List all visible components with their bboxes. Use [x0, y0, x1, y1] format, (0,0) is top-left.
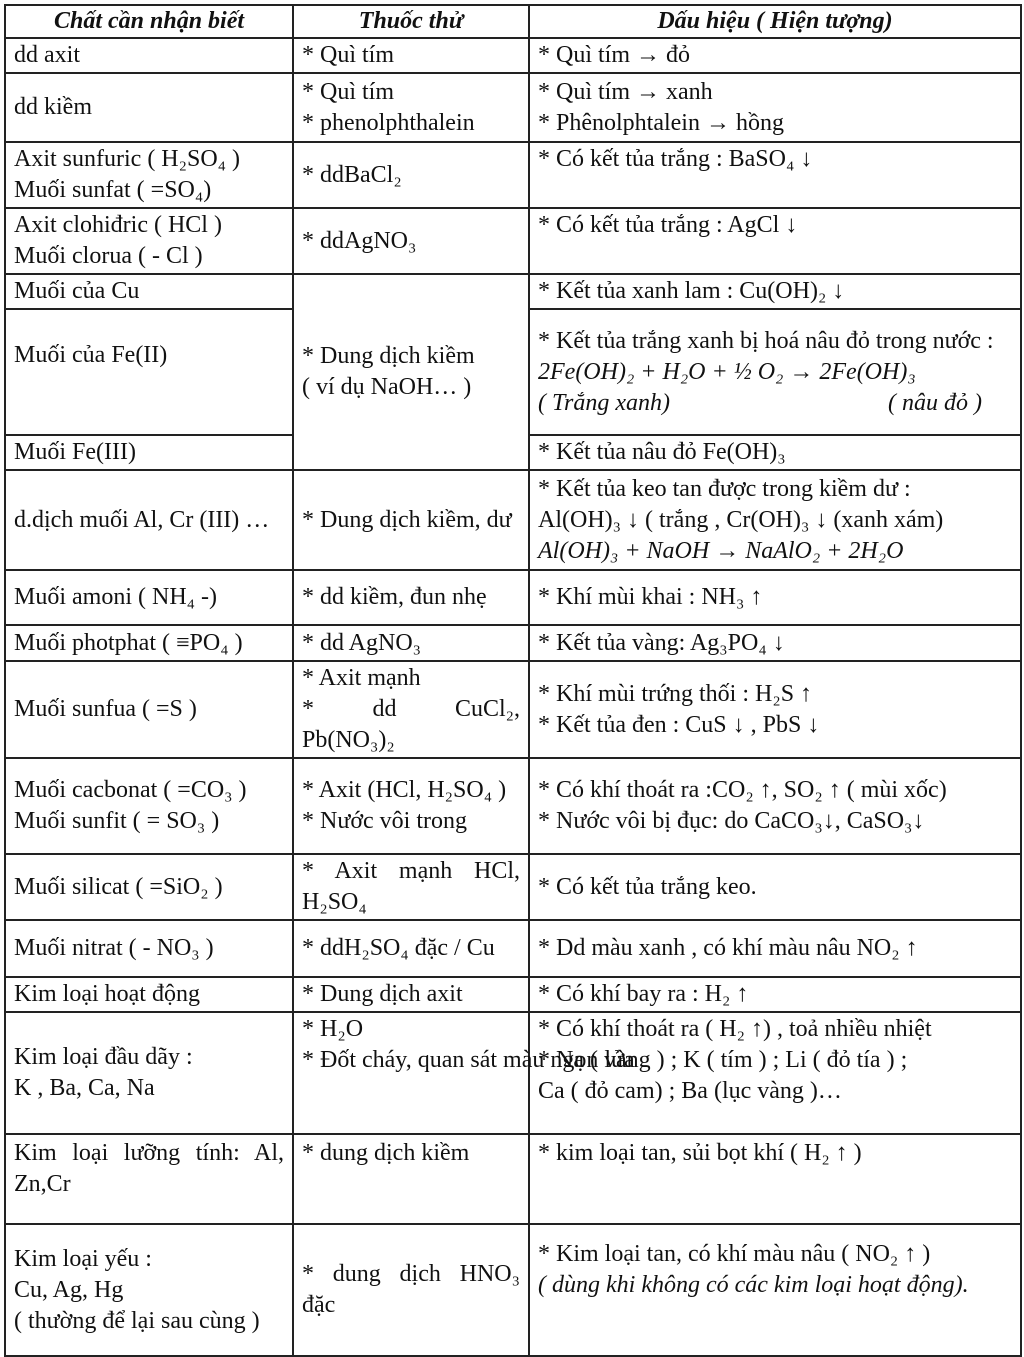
substance-cell: dd kiềm: [5, 73, 293, 142]
header-substance: Chất cần nhận biết: [5, 5, 293, 38]
sign-cell: * Kết tủa keo tan được trong kiềm dư : Al(OH)₃ ↓ ( trắng , Cr(OH)₃ ↓ (xanh xám) Al(OH)₃ + NaOH → NaAlO₂ + 2H₂O: [529, 470, 1021, 570]
substance-cell: Muối cacbonat ( =CO₃ ) Muối sunfit ( = SO₃ ): [5, 758, 293, 854]
sign-cell: * Kết tủa nâu đỏ Fe(OH)₃: [529, 435, 1021, 470]
reagent-cell: * dd AgNO₃: [293, 625, 529, 661]
sign-cell: * Có khí bay ra : H₂ ↑: [529, 977, 1021, 1012]
substance-cell: Axit clohiđric ( HCl ) Muối clorua ( - Cl ): [5, 208, 293, 274]
header-reagent: Thuốc thử: [293, 5, 529, 38]
header-row: [5, 5, 1021, 38]
reagent-cell: * Dung dịch axit: [293, 977, 529, 1012]
table-row: [5, 854, 1021, 920]
table-row: [5, 625, 1021, 661]
substance-cell: Muối của Cu: [5, 274, 293, 309]
substance-cell: Axit sunfuric ( H₂SO₄ ) Muối sunfat ( =SO₄): [5, 142, 293, 208]
page: [4, 4, 1020, 1340]
table-row: [5, 73, 1021, 142]
table-row: [5, 758, 1021, 854]
reagent-cell: * Axit mạnh * dd CuCl₂, Pb(NO₃)₂: [293, 661, 529, 758]
substance-cell: Muối sunfua ( =S ): [5, 661, 293, 758]
sign-cell: * Quì tím → xanh * Phênolphtalein → hồng: [529, 73, 1021, 142]
reagent-table: [4, 4, 1022, 1357]
table-row: [5, 470, 1021, 570]
substance-cell: Muối Fe(III): [5, 435, 293, 470]
sign-cell: * Có kết tủa trắng : AgCl ↓: [529, 208, 1021, 274]
sign-cell: * Kết tủa trắng xanh bị hoá nâu đỏ trong nước : 2Fe(OH)₂ + H₂O + ½ O₂ → 2Fe(OH)₃ ( Trắng xanh) ( nâu đỏ ): [529, 309, 1021, 435]
reagent-cell: * Quì tím * phenolphthalein: [293, 73, 529, 142]
sign-cell: * Quì tím → đỏ: [529, 38, 1021, 73]
sign-cell: * Kết tủa vàng: Ag₃PO₄ ↓: [529, 625, 1021, 661]
sign-cell: * Khí mùi trứng thối : H₂S ↑ * Kết tủa đen : CuS ↓ , PbS ↓: [529, 661, 1021, 758]
sign-cell: * Khí mùi khai : NH₃ ↑: [529, 570, 1021, 625]
table-row: [5, 1012, 1021, 1134]
reagent-cell: * ddAgNO₃: [293, 208, 529, 274]
reagent-cell: * dung dịch HNO₃ đặc: [293, 1224, 529, 1356]
table-row: [5, 142, 1021, 208]
reagent-cell: * Axit (HCl, H₂SO₄ ) * Nước vôi trong: [293, 758, 529, 854]
table-row: [5, 920, 1021, 977]
reagent-cell: * Dung dịch kiềm, dư: [293, 470, 529, 570]
reagent-cell: * Axit mạnh HCl, H₂SO₄: [293, 854, 529, 920]
substance-cell: Muối nitrat ( - NO₃ ): [5, 920, 293, 977]
reagent-cell-merged: * Dung dịch kiềm ( ví dụ NaOH… ): [293, 274, 529, 470]
reagent-cell: * H₂O * Đốt cháy, quan sát màu ngọn lửa: [293, 1012, 529, 1134]
sign-cell: * kim loại tan, sủi bọt khí ( H₂ ↑ ): [529, 1134, 1021, 1224]
substance-cell: Kim loại yếu : Cu, Ag, Hg ( thường để lại sau cùng ): [5, 1224, 293, 1356]
table-row: [5, 38, 1021, 73]
table-row: [5, 1224, 1021, 1356]
substance-cell: Muối silicat ( =SiO₂ ): [5, 854, 293, 920]
reagent-cell: * ddBaCl₂: [293, 142, 529, 208]
sign-cell: * Kết tủa xanh lam : Cu(OH)₂ ↓: [529, 274, 1021, 309]
header-sign: Dấu hiệu ( Hiện tượng): [529, 5, 1021, 38]
substance-cell: Kim loại lưỡng tính: Al, Zn,Cr: [5, 1134, 293, 1224]
reagent-cell: * dung dịch kiềm: [293, 1134, 529, 1224]
sign-cell: * Kim loại tan, có khí màu nâu ( NO₂ ↑ ) ( dùng khi không có các kim loại hoạt động).: [529, 1224, 1021, 1356]
table-row: [5, 570, 1021, 625]
substance-cell: Kim loại hoạt động: [5, 977, 293, 1012]
sign-cell: * Có khí thoát ra :CO₂ ↑, SO₂ ↑ ( mùi xốc) * Nước vôi bị đục: do CaCO₃↓, CaSO₃↓: [529, 758, 1021, 854]
sign-cell: * Dd màu xanh , có khí màu nâu NO₂ ↑: [529, 920, 1021, 977]
substance-cell: Muối photphat ( ≡PO₄ ): [5, 625, 293, 661]
table-row: [5, 661, 1021, 758]
substance-cell: dd axit: [5, 38, 293, 73]
substance-cell: Kim loại đầu dãy : K , Ba, Ca, Na: [5, 1012, 293, 1134]
substance-cell: Muối amoni ( NH₄ -): [5, 570, 293, 625]
table-row: [5, 1134, 1021, 1224]
reagent-cell: * Quì tím: [293, 38, 529, 73]
substance-cell: Muối của Fe(II): [5, 309, 293, 435]
reagent-cell: * dd kiềm, đun nhẹ: [293, 570, 529, 625]
substance-cell: d.dịch muối Al, Cr (III) …: [5, 470, 293, 570]
sign-cell: * Có kết tủa trắng : BaSO₄ ↓: [529, 142, 1021, 208]
table-row: [5, 274, 1021, 309]
sign-cell: * Có khí thoát ra ( H₂ ↑) , toả nhiều nhiệt * Na ( vàng ) ; K ( tím ) ; Li ( đỏ tía ) ; Ca ( đỏ cam) ; Ba (lục vàng )…: [529, 1012, 1021, 1134]
reagent-cell: * ddH₂SO₄ đặc / Cu: [293, 920, 529, 977]
table-row: [5, 208, 1021, 274]
table-row: [5, 977, 1021, 1012]
sign-cell: * Có kết tủa trắng keo.: [529, 854, 1021, 920]
